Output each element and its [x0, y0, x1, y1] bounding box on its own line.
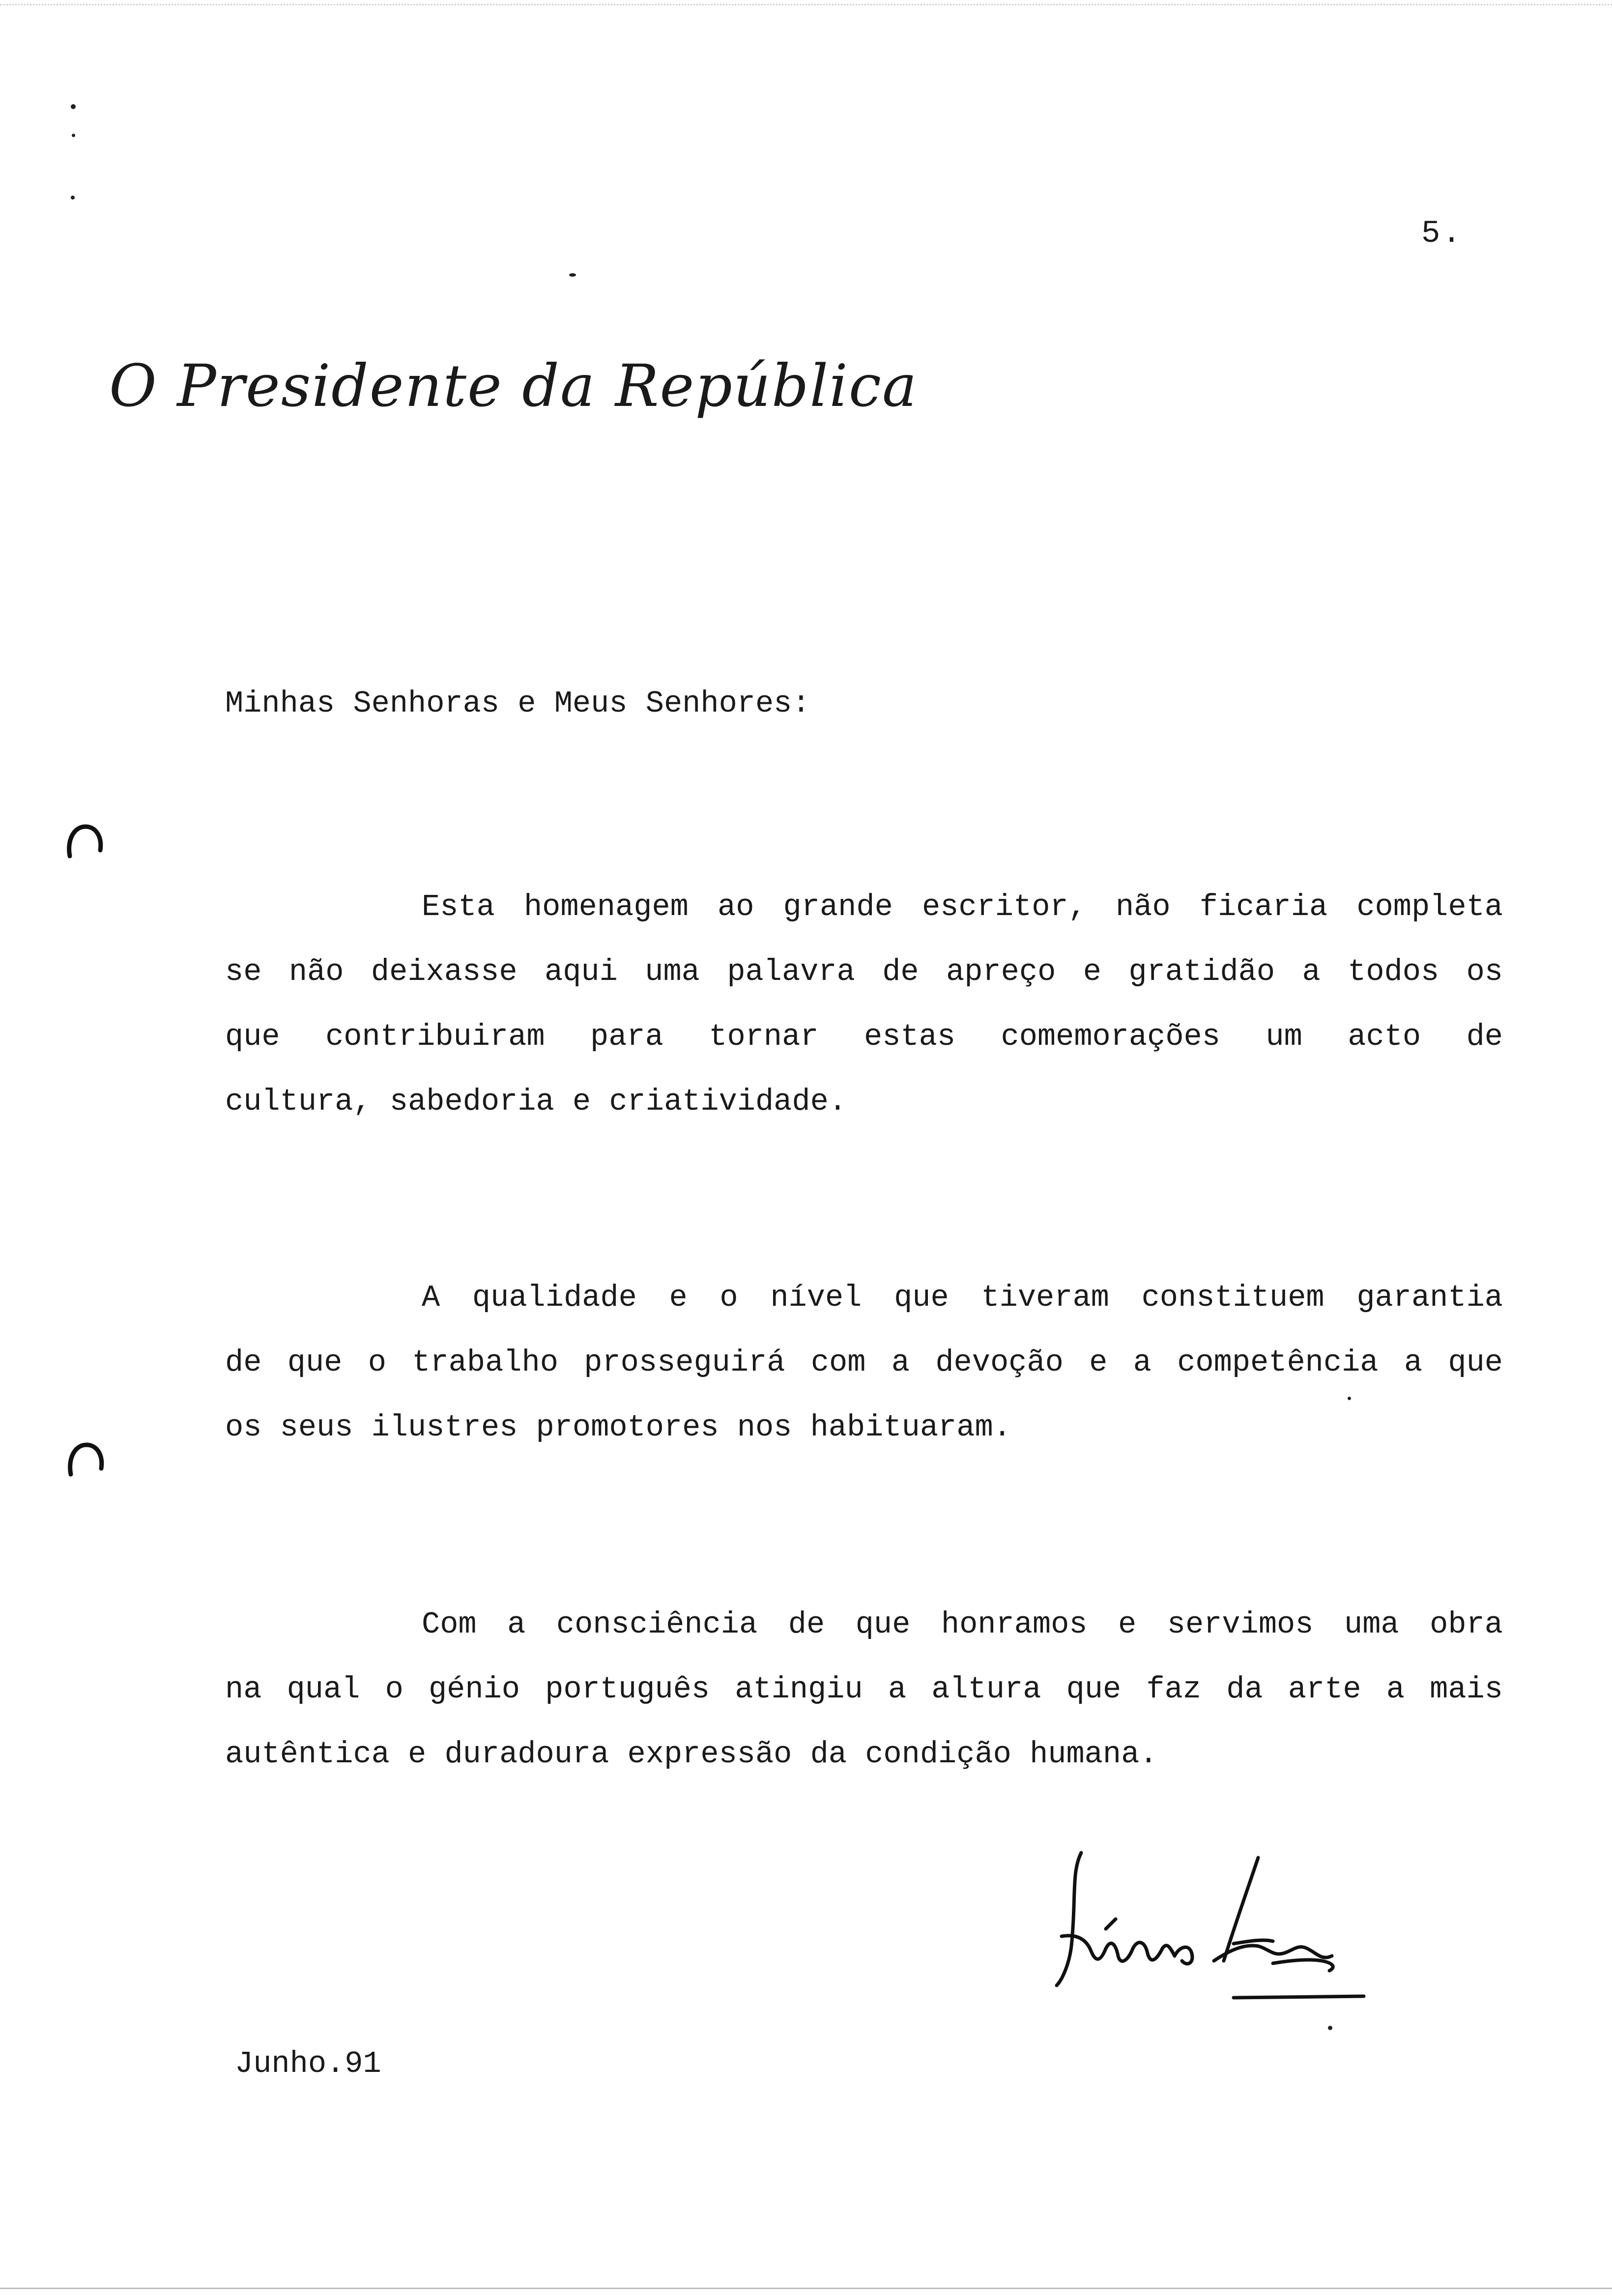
scan-speck	[1328, 2026, 1332, 2030]
punch-hole-icon	[66, 1439, 105, 1478]
scan-speck	[72, 134, 75, 137]
scan-bottom-edge	[0, 2288, 1612, 2289]
paragraph-line: cultura, sabedoria e criatividade.	[225, 1084, 847, 1119]
paragraph-line: de que o trabalho prosseguirá com a devoção e a competência a que	[225, 1345, 1503, 1380]
paragraph-line: autêntica e duradoura expressão da condição humana.	[225, 1737, 1158, 1772]
punch-hole-icon	[65, 821, 104, 860]
scan-speck	[71, 196, 75, 200]
paragraph-3	[225, 1592, 1503, 1787]
scan-speck	[569, 273, 576, 277]
paragraph-line: A qualidade e o nível que tiveram constituem garantia	[422, 1280, 1503, 1315]
date: Junho.91	[235, 2046, 381, 2081]
scan-speck	[71, 104, 76, 109]
salutation: Minhas Senhoras e Meus Senhores:	[225, 686, 810, 721]
paragraph-line: se não deixasse aqui uma palavra de apreço e gratidão a todos os	[225, 954, 1503, 989]
paragraph-line: os seus ilustres promotores nos habituaram.	[225, 1410, 1011, 1445]
letterhead	[109, 339, 918, 432]
letterhead-title: O Presidente da República	[109, 352, 918, 420]
paragraph-line: que contribuiram para tornar estas comemorações um acto de	[225, 1019, 1503, 1054]
paragraph-line: Com a consciência de que honramos e servimos uma obra	[422, 1607, 1503, 1642]
scan-top-edge	[0, 4, 1612, 5]
scan-speck	[1348, 1397, 1351, 1400]
handwritten-signature	[1042, 1838, 1386, 2015]
paragraph-line: na qual o génio português atingiu a altura que faz da arte a mais	[225, 1672, 1503, 1707]
paragraph-2	[225, 1265, 1503, 1460]
paragraph-1	[225, 875, 1503, 1134]
paragraph-line: Esta homenagem ao grande escritor, não ficaria completa	[422, 890, 1503, 924]
page-number: 5.	[1421, 216, 1463, 252]
